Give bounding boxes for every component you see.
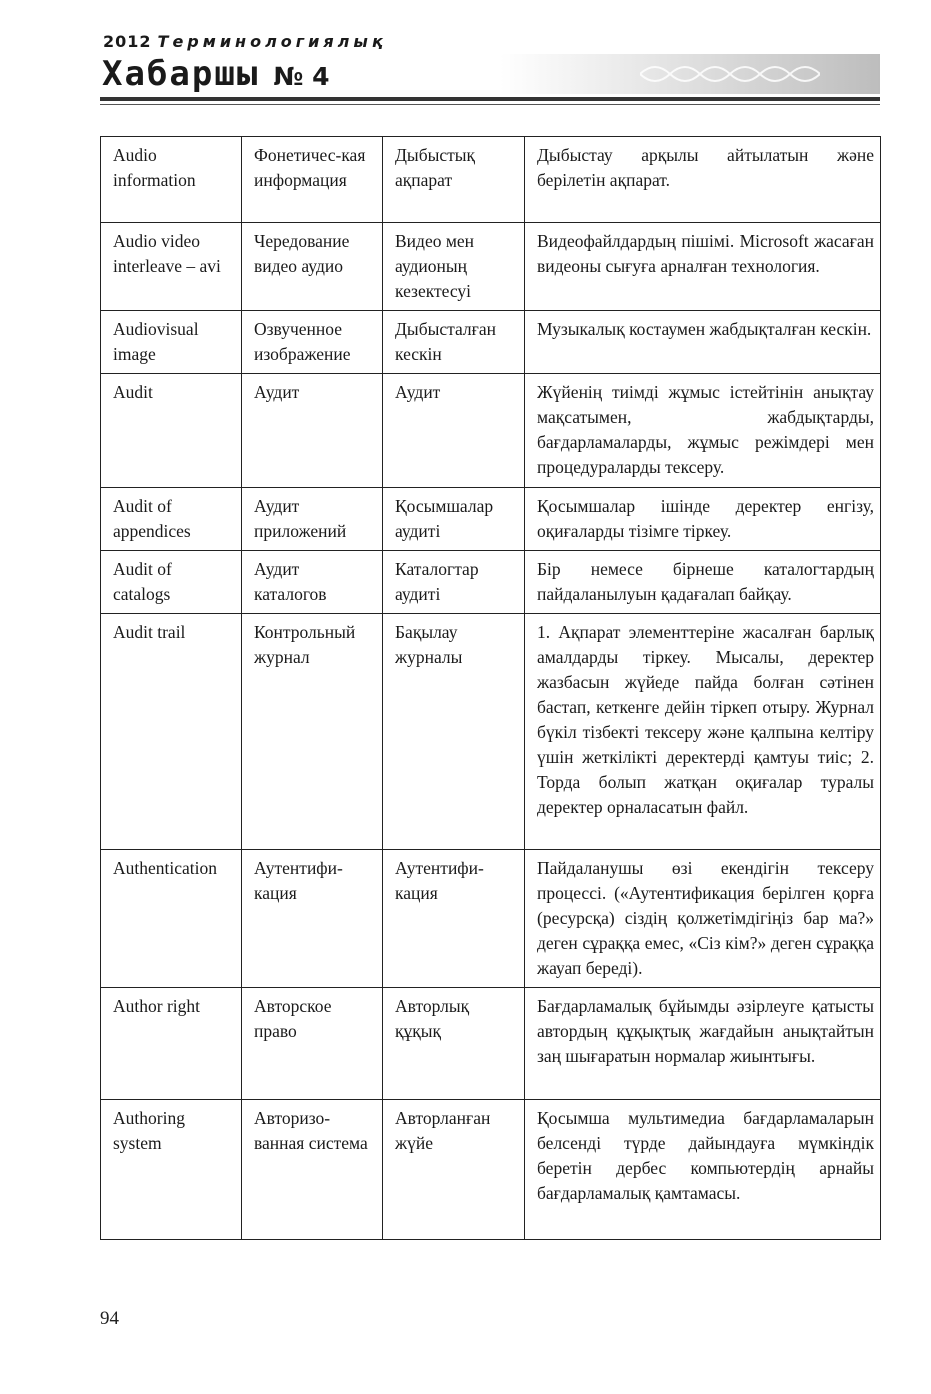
term-kazakh-cell: Аудит: [383, 374, 525, 488]
ornament-pattern-icon: [640, 58, 820, 90]
term-russian-cell: Авторское право: [242, 988, 383, 1100]
term-english-cell: Audit of appendices: [101, 488, 242, 551]
term-definition-cell: 1. Ақпарат элементтеріне жасалған барлық амалдарды тіркеу. Мысалы, деректер жазбасын жүйеде пайда болған сәтінен бастап, кеткенге дейін тіркеп отыру. Журнал бүкіл тізбекті тексеру және қалпына келтіру үшін жеткілікті деректерді қамтуы тиіс; 2. Торда болып жатқан оқиғалар туралы деректер орналасатын файл.: [525, 614, 881, 850]
terms-table-body: [101, 137, 881, 1240]
term-definition-cell: Дыбыстау арқылы айтылатын және берілетін ақпарат.: [525, 137, 881, 223]
page-number: 94: [100, 1308, 119, 1329]
header-divider-thin: [100, 104, 880, 105]
term-definition-cell: Бағдарламалық бұйымды әзірлеуге қатысты автордың құқықтық жағдайын анықтайтын заң шығаратын нормалар жиынтығы.: [525, 988, 881, 1100]
journal-series-name: Терминологиялық: [157, 32, 387, 51]
term-russian-cell: Чередование видео аудио: [242, 223, 383, 311]
term-kazakh-cell: Дыбыстық ақпарат: [383, 137, 525, 223]
table-row: [101, 988, 881, 1100]
term-russian-cell: Озвученное изображение: [242, 311, 383, 374]
term-kazakh-cell: Дыбысталған кескін: [383, 311, 525, 374]
term-definition-cell: Қосымшалар ішінде деректер енгізу, оқиғаларды тізімге тіркеу.: [525, 488, 881, 551]
table-row: [101, 850, 881, 988]
term-kazakh-cell: Қосымшалар аудиті: [383, 488, 525, 551]
table-row: [101, 137, 881, 223]
term-definition-cell: Қосымша мультимедиа бағдарламаларын белсенді түрде дайындауға мүмкіндік беретін дербес компьютердің арнайы бағдарламалық қамтамасы.: [525, 1100, 881, 1240]
term-english-cell: Authentication: [101, 850, 242, 988]
journal-year: 2012: [103, 32, 152, 51]
term-definition-cell: Видеофайлдардың пішімі. Microsoft жасаған видеоны сығуға арналған технология.: [525, 223, 881, 311]
term-definition-cell: Жүйенің тиімді жұмыс істейтінін анықтау мақсатымен, жабдықтарды, бағдарламаларды, жұмыс режімдері мен процедураларды тексеру.: [525, 374, 881, 488]
term-russian-cell: Фонетичес-кая информация: [242, 137, 383, 223]
journal-series: [103, 32, 387, 51]
term-russian-cell: Аудит: [242, 374, 383, 488]
table-row: [101, 551, 881, 614]
table-row: [101, 223, 881, 311]
term-kazakh-cell: Авторланған жүйе: [383, 1100, 525, 1240]
journal-issue: № 4: [273, 62, 330, 91]
terms-table: [100, 136, 881, 1240]
term-kazakh-cell: Каталогтар аудиті: [383, 551, 525, 614]
term-english-cell: Audit trail: [101, 614, 242, 850]
term-english-cell: Audiovisual image: [101, 311, 242, 374]
term-definition-cell: Бір немесе бірнеше каталогтардың пайдаланылуын қадағалап байқау.: [525, 551, 881, 614]
table-row: [101, 488, 881, 551]
term-russian-cell: Авторизо-ванная система: [242, 1100, 383, 1240]
table-row: [101, 614, 881, 850]
header-divider: [100, 97, 880, 101]
term-english-cell: Audio information: [101, 137, 242, 223]
header-ornament: [500, 54, 880, 94]
term-kazakh-cell: Видео мен аудионың кезектесуі: [383, 223, 525, 311]
term-kazakh-cell: Бақылау журналы: [383, 614, 525, 850]
term-english-cell: Audio video interleave – avi: [101, 223, 242, 311]
term-definition-cell: Музыкалық костаумен жабдықталған кескін.: [525, 311, 881, 374]
term-english-cell: Audit of catalogs: [101, 551, 242, 614]
term-russian-cell: Контрольный журнал: [242, 614, 383, 850]
journal-title: [102, 54, 329, 94]
term-definition-cell: Пайдаланушы өзі екендігін тексеру процессі. («Аутентификация берілген қорға (ресурсқа) сіздің қолжетімдігіңіз бар ма?» деген сұраққа емес, «Сіз кім?» деген сұраққа жауап береді).: [525, 850, 881, 988]
table-row: [101, 374, 881, 488]
term-english-cell: Authoring system: [101, 1100, 242, 1240]
term-kazakh-cell: Аутентифи-кация: [383, 850, 525, 988]
term-russian-cell: Аудит каталогов: [242, 551, 383, 614]
term-kazakh-cell: Авторлық құқық: [383, 988, 525, 1100]
journal-title-text: Хабаршы: [102, 54, 260, 94]
term-english-cell: Audit: [101, 374, 242, 488]
table-row: [101, 1100, 881, 1240]
term-russian-cell: Аудит приложений: [242, 488, 383, 551]
table-row: [101, 311, 881, 374]
term-english-cell: Author right: [101, 988, 242, 1100]
term-russian-cell: Аутентифи-кация: [242, 850, 383, 988]
